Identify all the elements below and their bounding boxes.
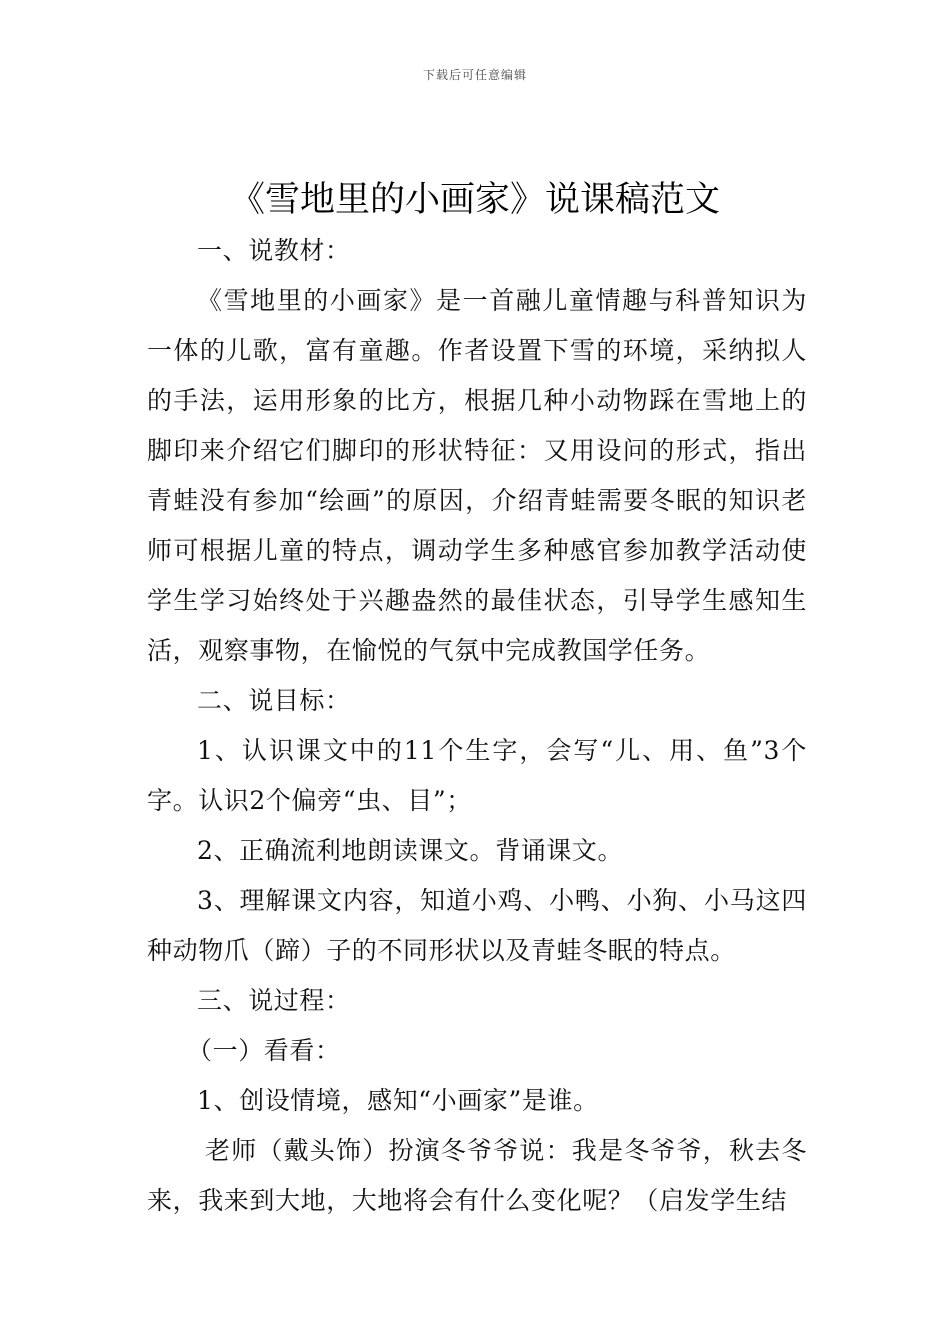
paragraph-material: 《雪地里的小画家》是一首融儿童情趣与科普知识为一体的儿歌，富有童趣。作者设置下雪的环境，采纳拟人的手法，运用形象的比方，根据几种小动物踩在雪地上的脚印来介绍它们脚印的形状特征：又用设问的形式，指出青蛙没有参加“绘画”的原因，介绍青蛙需要冬眠的知识老师可根据儿童的特点，调动学生多种感官参加教学活动使学生学习始终处于兴趣盎然的最佳状态，引导学生感知生活，观察事物，在愉悦的气氛中完成教国学任务。 xyxy=(147,286,807,665)
subsection-heading-look: （一）看看： xyxy=(187,1036,341,1065)
process-item-1: 1、创设情境，感知“小画家”是谁。 xyxy=(197,1086,599,1115)
goal-item-2: 2、正确流利地朗读课文。背诵课文。 xyxy=(197,836,624,865)
section-heading-process: 三、说过程： xyxy=(197,986,351,1015)
document-title: 《雪地里的小画家》说课稿范文 xyxy=(229,180,720,220)
document-body xyxy=(147,226,807,1226)
section-heading-goals: 二、说目标： xyxy=(197,686,351,715)
goal-item-3: 3、理解课文内容，知道小鸡、小鸭、小狗、小马这四种动物爪（蹄）子的不同形状以及青蛙冬眠的特点。 xyxy=(147,886,807,965)
goal-item-1: 1、认识课文中的11个生字，会写“儿、用、鱼”3个字。认识2个偏旁“虫、目”； xyxy=(147,736,807,815)
header-note: 下载后可任意编辑 xyxy=(422,68,527,82)
paragraph-teacher-roleplay: 老师（戴头饰）扮演冬爷爷说：我是冬爷爷，秋去冬来，我来到大地，大地将会有什么变化呢？（启发学生结 xyxy=(147,1136,807,1215)
section-heading-material: 一、说教材： xyxy=(197,236,351,265)
